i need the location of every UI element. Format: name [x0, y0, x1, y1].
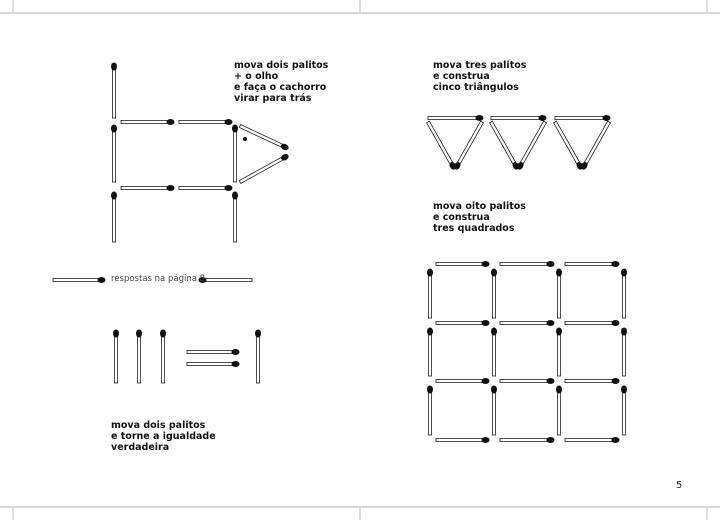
matchstick-body	[500, 321, 550, 324]
matchstick-head	[232, 192, 238, 200]
matchstick-body	[436, 321, 485, 324]
triangle-2-top-stick	[491, 115, 547, 121]
matchstick-body	[456, 121, 483, 166]
equation-equals-top-stick	[187, 349, 240, 355]
triangle-1-top-stick	[428, 115, 484, 121]
matchstick-body	[500, 379, 550, 382]
matchstick-body	[187, 350, 235, 353]
grid-h-stick-1-2	[500, 261, 555, 267]
triangle-1-left-stick	[425, 121, 457, 171]
divider-stick-right	[199, 277, 253, 283]
grid-h-stick-3-2	[500, 378, 555, 384]
grid-v-stick-3-4	[621, 386, 627, 436]
matchstick-body	[233, 129, 236, 182]
grid-h-stick-2-2	[500, 320, 555, 326]
matchstick-head	[621, 386, 627, 394]
matchstick-body	[583, 121, 610, 166]
matchstick-body	[187, 362, 235, 365]
matchstick-body	[239, 156, 285, 183]
triangle-3-left-stick	[552, 121, 584, 171]
grid-v-stick-1-1	[427, 269, 433, 319]
equation-puzzle-instructions	[111, 420, 216, 453]
triangles-line-3: cinco triângulos	[433, 82, 519, 93]
grid-v-stick-3-1	[427, 386, 433, 436]
grid-h-stick-4-2	[500, 437, 555, 443]
squares-puzzle-instructions	[433, 201, 526, 234]
equation-stick-3	[160, 330, 166, 384]
matchstick-body	[622, 332, 625, 376]
matchstick-head	[167, 185, 175, 191]
matchstick-head	[111, 125, 117, 133]
matchstick-body	[622, 273, 625, 318]
equation-line-2: e torne a igualdade	[111, 431, 216, 442]
matchstick-body	[179, 120, 228, 123]
matchstick-body	[557, 273, 560, 318]
matchstick-head	[232, 361, 240, 367]
matchstick-body	[491, 116, 542, 119]
dog-tail-top-stick	[239, 123, 290, 151]
grid-v-stick-1-2	[491, 269, 497, 319]
triangle-3-top-stick	[555, 115, 611, 121]
matchstick-body	[428, 332, 431, 376]
grid-h-stick-2-1	[436, 320, 490, 326]
matchstick-head	[255, 330, 261, 338]
dog-puzzle-instructions	[234, 60, 328, 104]
squares-line-3: tres quadrados	[433, 223, 515, 234]
matchstick-body	[565, 438, 615, 441]
matchstick-head	[539, 115, 547, 121]
grid-v-stick-3-3	[556, 386, 562, 436]
matchstick-head	[482, 261, 490, 267]
matchstick-head	[491, 386, 497, 394]
matchstick-head	[136, 330, 142, 338]
matchstick-body	[239, 125, 285, 149]
matchstick-head	[427, 386, 433, 394]
matchstick-body	[565, 321, 615, 324]
triangles-line-1: mova tres palitos	[433, 60, 527, 71]
matchstick-body	[428, 390, 431, 435]
matchstick-head	[612, 320, 620, 326]
matchstick-body	[112, 196, 115, 242]
triangle-2-left-stick	[488, 121, 520, 171]
matchstick-body	[565, 379, 615, 382]
matchstick-body	[492, 390, 495, 435]
matchstick-body	[428, 273, 431, 318]
dog-belly-stick-1	[121, 185, 175, 191]
dog-ear-stick	[111, 63, 117, 119]
triangles-line-2: e construa	[433, 71, 490, 82]
matchstick-body	[436, 262, 485, 265]
grid-h-stick-3-1	[436, 378, 490, 384]
equation-line-3: verdadeira	[111, 442, 170, 453]
matchstick-head	[160, 330, 166, 338]
matchstick-body	[557, 332, 560, 376]
matchstick-head	[547, 320, 555, 326]
matchstick-body	[179, 186, 228, 189]
matchstick-body	[121, 120, 170, 123]
matchstick-head	[603, 115, 611, 121]
divider-stick-left	[53, 277, 106, 283]
matchstick-body	[428, 116, 479, 119]
grid-v-stick-2-2	[491, 328, 497, 377]
matchstick-head	[491, 269, 497, 277]
matchstick-head	[547, 261, 555, 267]
matchstick-body	[492, 332, 495, 376]
matchstick-head	[556, 269, 562, 277]
matchstick-body	[112, 129, 115, 182]
matchstick-body	[137, 334, 140, 383]
matchstick-body	[121, 186, 170, 189]
matchstick-head	[556, 386, 562, 394]
matchstick-head	[98, 277, 106, 283]
triangle-2-right-stick	[516, 121, 548, 171]
dog-front-leg-stick	[111, 192, 117, 243]
grid-v-stick-1-3	[556, 269, 562, 319]
dog-back-stick-2	[179, 119, 233, 125]
matchstick-body	[112, 67, 115, 118]
grid-h-stick-4-3	[565, 437, 620, 443]
matchstick-head	[225, 119, 233, 125]
matchstick-head	[111, 63, 117, 71]
matchstick-body	[565, 262, 615, 265]
triangle-1-right-stick	[453, 121, 485, 171]
matchstick-body	[554, 121, 581, 166]
equation-stick-1	[113, 330, 119, 384]
dog-tail-bottom-stick	[239, 153, 290, 185]
dog-back-stick-1	[121, 119, 175, 125]
matchstick-body	[519, 121, 546, 166]
answers-note: respostas na página 8	[111, 274, 206, 284]
matchstick-body	[492, 273, 495, 318]
grid-v-stick-2-1	[427, 328, 433, 377]
grid-h-stick-1-3	[565, 261, 620, 267]
matchstick-body	[436, 438, 485, 441]
dog-back-leg-stick	[232, 192, 238, 243]
matchstick-head	[482, 378, 490, 384]
equation-equals-bottom-stick	[187, 361, 240, 367]
page-number: 5	[676, 480, 683, 491]
equation-line-1: mova dois palitos	[111, 420, 206, 431]
matchstick-head	[232, 349, 240, 355]
matchstick-head	[482, 437, 490, 443]
dog-eye	[243, 137, 247, 141]
grid-h-stick-2-3	[565, 320, 620, 326]
squares-line-1: mova oito palitos	[433, 201, 526, 212]
dog-chest-stick	[111, 125, 117, 183]
matchstick-body	[256, 334, 259, 383]
grid-h-stick-3-3	[565, 378, 620, 384]
matchstick-head	[427, 269, 433, 277]
matchstick-head	[113, 330, 119, 338]
matchstick-body	[500, 262, 550, 265]
matchstick-head	[612, 378, 620, 384]
matchstick-body	[203, 278, 252, 281]
equation-result-stick	[255, 330, 261, 384]
squares-line-2: e construa	[433, 212, 490, 223]
grid-v-stick-1-4	[621, 269, 627, 319]
matchstick-head	[547, 378, 555, 384]
matchstick-body	[53, 278, 101, 281]
matchstick-head	[225, 185, 233, 191]
equation-stick-2	[136, 330, 142, 384]
matchstick-head	[111, 192, 117, 200]
triangles-puzzle-instructions	[433, 60, 526, 93]
matchstick-head	[621, 269, 627, 277]
dog-belly-stick-2	[179, 185, 233, 191]
matchstick-head	[612, 437, 620, 443]
matchstick-head	[476, 115, 484, 121]
grid-h-stick-4-1	[436, 437, 490, 443]
matchstick-head	[556, 328, 562, 336]
dog-line-3: e faça o cachorro	[234, 82, 327, 93]
dog-line-1: mova dois palitos	[234, 60, 329, 71]
grid-v-stick-2-4	[621, 328, 627, 377]
matchstick-head	[491, 328, 497, 336]
grid-v-stick-2-3	[556, 328, 562, 377]
grid-h-stick-1-1	[436, 261, 490, 267]
dog-rump-stick	[232, 125, 238, 183]
matchstick-head	[167, 119, 175, 125]
matchstick-body	[114, 334, 117, 383]
matchstick-body	[555, 116, 606, 119]
dog-line-4: virar para trás	[234, 93, 312, 104]
matchstick-body	[557, 390, 560, 435]
matchstick-head	[232, 125, 238, 133]
matchstick-body	[436, 379, 485, 382]
matchstick-body	[500, 438, 550, 441]
matchstick-body	[427, 121, 454, 166]
dog-line-2: + o olho	[234, 71, 279, 82]
grid-v-stick-3-2	[491, 386, 497, 436]
matchstick-head	[621, 328, 627, 336]
triangle-3-right-stick	[580, 121, 612, 171]
matchstick-body	[622, 390, 625, 435]
matchstick-body	[233, 196, 236, 242]
matchstick-body	[161, 334, 164, 383]
matchstick-body	[490, 121, 517, 166]
matchstick-head	[612, 261, 620, 267]
matchstick-head	[482, 320, 490, 326]
matchstick-head	[427, 328, 433, 336]
matchstick-puzzles	[53, 63, 627, 444]
matchstick-head	[547, 437, 555, 443]
